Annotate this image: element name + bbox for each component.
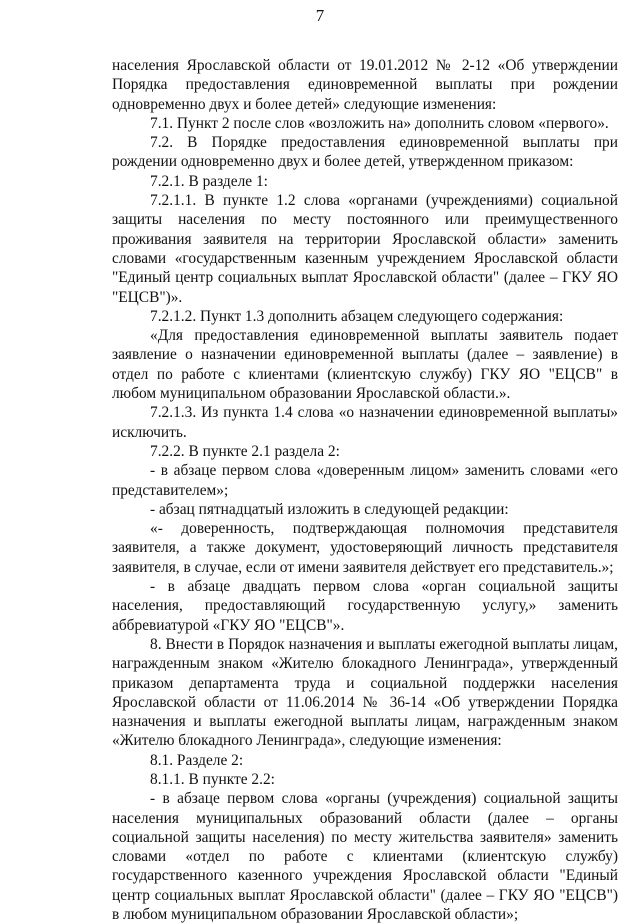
paragraph-quote-power-of-attorney: «- доверенность, подтверждающая полномочия представителя заявителя, а также документ, удостоверяющий личность представителя заявителя, в случае, если от имени заявителя действует его представитель.»;: [112, 520, 618, 576]
paragraph-continuation: населения Ярославской области от 19.01.2012 № 2-12 «Об утверждении Порядка предоставления единовременной выплаты при рождении одновременно двух и более детей» следующие изменения:: [112, 57, 618, 113]
paragraph-7-2-1-2: 7.2.1.2. Пункт 1.3 дополнить абзацем следующего содержания:: [150, 307, 564, 325]
paragraph-dash-twenty-first: - в абзаце двадцать первом слова «орган социальной защиты населения, предоставляющий государственную услугу,» заменить аббревиатурой «ГКУ ЯО "ЕЦСВ"».: [112, 578, 618, 634]
paragraph-8: 8. Внести в Порядок назначения и выплаты ежегодной выплаты лицам, награжденным знаком «Жителю блокадного Ленинграда», утвержденный приказом департамента труда и социальной поддержки населения Ярославской области от 11.06.2014 № 36-14 «Об утверждении Порядка назначения и выплаты ежегодной выплаты лицам, награжденным знаком «Жителю блокадного Ленинграда», следующие изменения:: [112, 635, 618, 750]
paragraph-7-2-1-3: 7.2.1.3. Из пункта 1.4 слова «о назначении единовременной выплаты» исключить.: [112, 404, 618, 441]
paragraph-7-1: 7.1. Пункт 2 после слов «возложить на» дополнить словом «первого».: [150, 114, 609, 132]
paragraph-8-1-1: 8.1.1. В пункте 2.2:: [150, 770, 275, 788]
paragraph-8-1: 8.1. Разделе 2:: [150, 751, 244, 769]
paragraph-quote-application: «Для предоставления единовременной выплаты заявитель подает заявление о назначении единовременной выплаты (далее – заявление) в отдел по работе с клиентами (клиентскую службу) ГКУ ЯО "ЕЦСВ" в любом муниципальном образовании Ярославской области.».: [112, 327, 618, 403]
paragraph-dash-fifteenth: - абзац пятнадцатый изложить в следующей редакции:: [150, 500, 509, 518]
paragraph-7-2-1: 7.2.1. В разделе 1:: [150, 172, 268, 190]
paragraph-7-2: 7.2. В Порядке предоставления единовременной выплаты при рождении одновременно двух и более детей, утвержденном приказом:: [112, 134, 618, 171]
document-body: [112, 56, 618, 924]
paragraph-dash-first-8: - в абзаце первом слова «органы (учреждения) социальной защиты населения муниципальных образований области (далее – органы социальной защиты населения) по месту жительства заявителя» заменить словами «отдел по работе с клиентами (клиентскую службу) государственного казенного учреждения Ярославской области "Единый центр социальных выплат Ярославской области" (далее – ГКУ ЯО "ЕЦСВ") в любом муниципальном образовании Ярославской области»;: [112, 790, 618, 924]
paragraph-7-2-1-1: 7.2.1.1. В пункте 1.2 слова «органами (учреждениями) социальной защиты населения по месту постоянного или преимущественного проживания заявителя на территории Ярославской области» заменить словами «государственным казенным учреждением Ярославской области "Единый центр социальных выплат Ярославской области" (далее – ГКУ ЯО "ЕЦСВ")».: [112, 192, 618, 306]
page-number: 7: [315, 6, 325, 25]
paragraph-7-2-2: 7.2.2. В пункте 2.1 раздела 2:: [150, 442, 340, 460]
paragraph-dash-first: - в абзаце первом слова «доверенным лицом» заменить словами «его представителем»;: [112, 462, 618, 499]
